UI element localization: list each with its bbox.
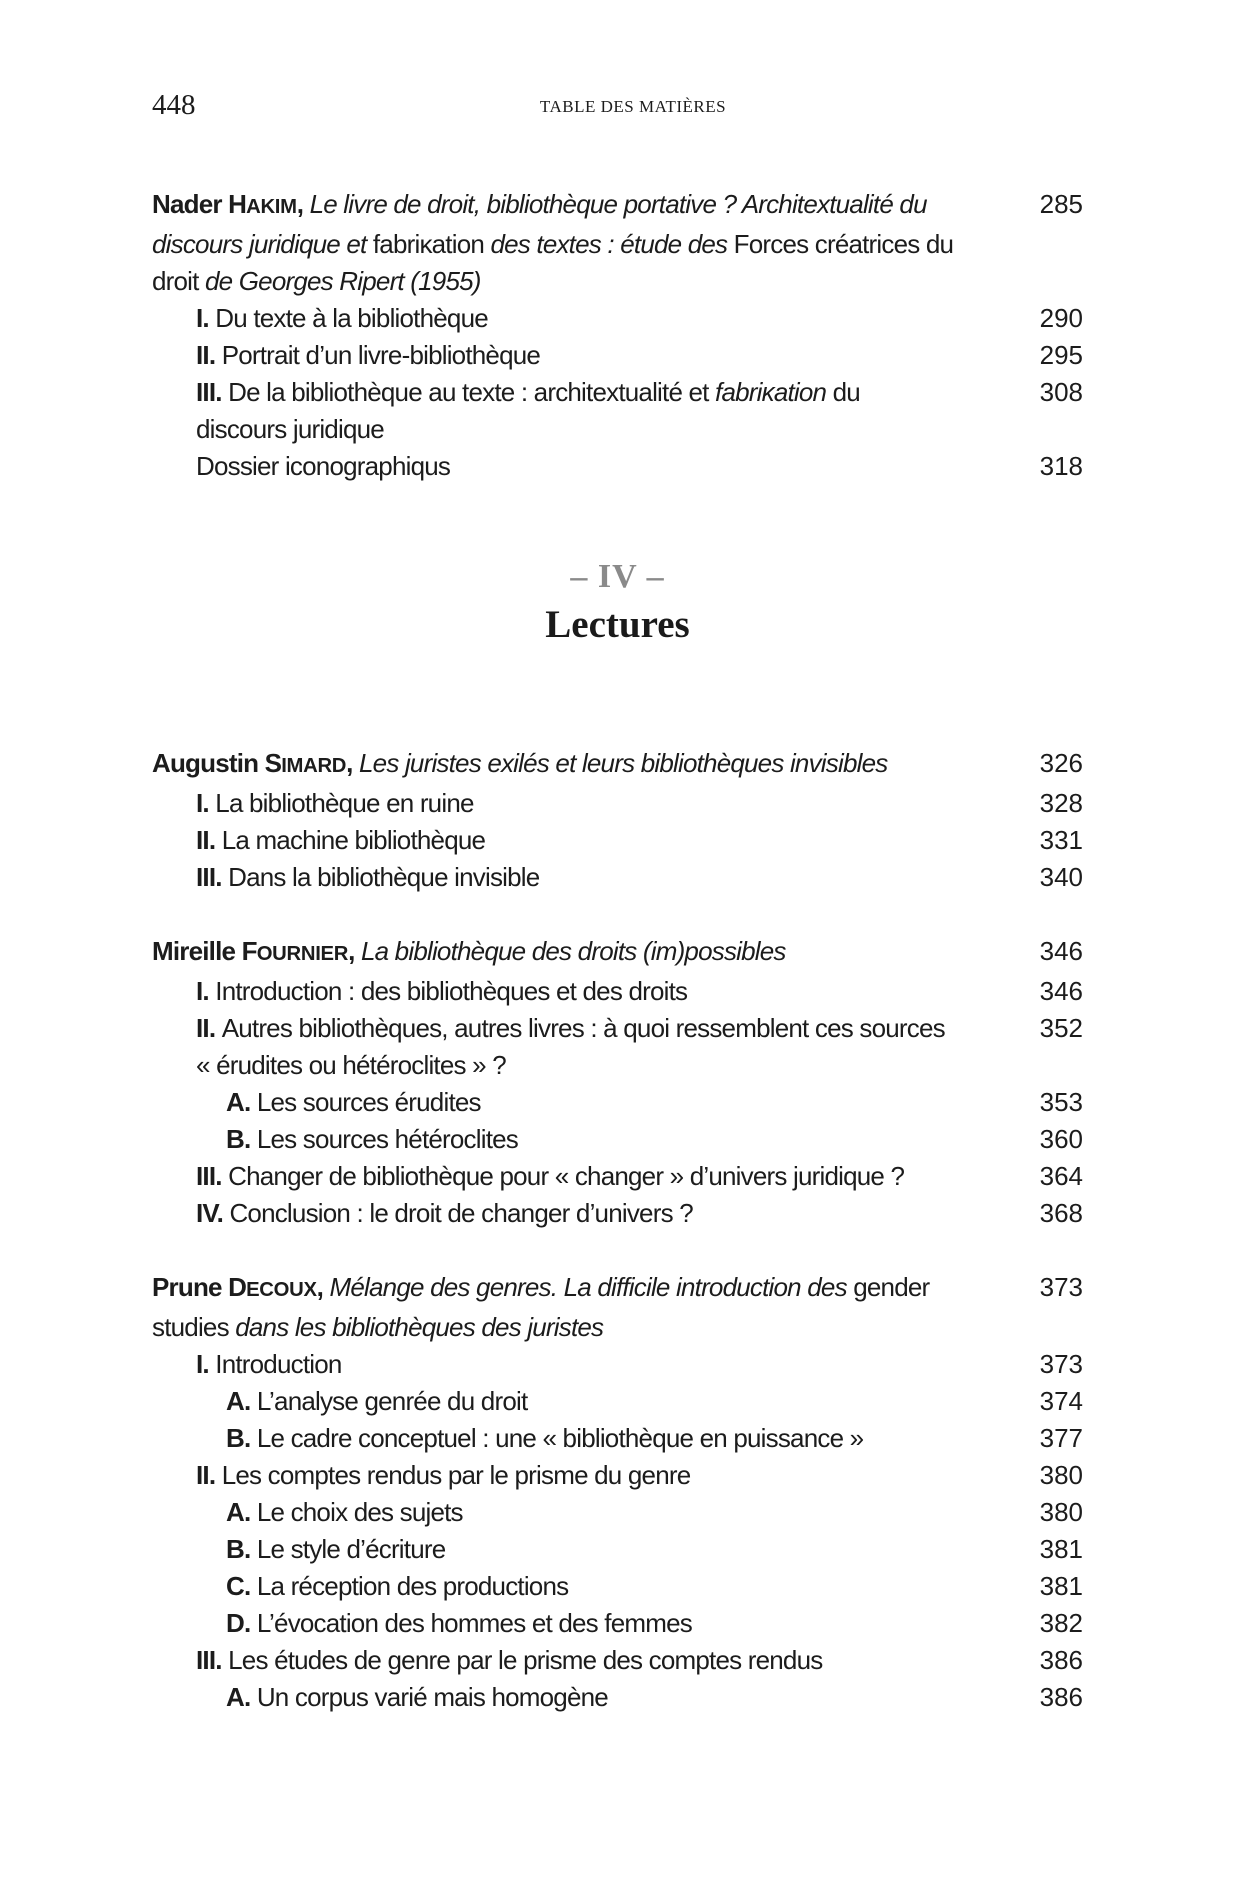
text-run: I.: [196, 1349, 216, 1379]
toc-entry: [152, 1642, 1083, 1679]
text-run: II.: [196, 340, 222, 370]
text-run: Le style d’écriture: [256, 1534, 446, 1564]
text-run: AKIM: [246, 196, 297, 218]
text-run: Prune: [152, 1272, 229, 1302]
text-run: D.: [226, 1608, 257, 1638]
text-run: Introduction : des bibliothèques et des droits: [215, 976, 688, 1006]
toc-entry: [152, 1457, 1083, 1494]
text-run: ,: [348, 936, 361, 966]
toc-block: [152, 186, 1083, 485]
text-run: Un corpus varié mais homogène: [256, 1682, 608, 1712]
toc-entry: [152, 448, 1083, 485]
toc-entry: [152, 337, 1083, 374]
toc-block: [152, 933, 1083, 1232]
toc-entry-text: [152, 337, 1019, 374]
text-run: I.: [196, 788, 216, 818]
toc-entry-text: [152, 300, 1019, 337]
text-run: B.: [226, 1124, 257, 1154]
text-run: de Georges Ripert (1955): [205, 266, 481, 296]
text-run: ,: [296, 189, 310, 219]
toc-entry-text: [152, 1679, 1019, 1716]
toc-entry: [152, 1383, 1083, 1420]
text-run: III.: [196, 1161, 229, 1191]
text-run: II.: [196, 1013, 222, 1043]
text-run: Augustin: [152, 748, 265, 778]
text-run: Dans la bibliothèque invisible: [228, 862, 540, 892]
text-run: discours juridique: [196, 414, 384, 444]
text-run: S: [264, 748, 282, 778]
toc-page-number: 295: [1039, 340, 1083, 370]
toc-entry: [152, 785, 1083, 822]
text-run: I.: [196, 303, 216, 333]
toc-entry-text: [152, 1346, 1019, 1383]
toc-entry-text: [152, 1158, 1019, 1195]
toc-entry: [152, 822, 1083, 859]
text-run: Du texte à la bibliothèque: [215, 303, 488, 333]
toc-page-number: 331: [1039, 825, 1083, 855]
toc-page-number: 386: [1039, 1645, 1083, 1675]
toc-entry-text: [152, 933, 1019, 973]
toc-page-number: 352: [1039, 1013, 1083, 1043]
text-run: La bibliothèque des droits (im)possibles: [360, 936, 786, 966]
toc-entry-text: [152, 448, 1019, 485]
toc-entry-text: [152, 1010, 1019, 1084]
toc-content: [152, 186, 1083, 1716]
text-run: Les juristes exilés et leurs bibliothèques invisibles: [359, 748, 888, 778]
toc-page-number: 381: [1039, 1571, 1083, 1601]
toc-page-number: 285: [1039, 189, 1083, 219]
toc-entry-text: [152, 1269, 1019, 1346]
text-run: II.: [196, 1460, 222, 1490]
text-run: Le livre de droit, bibliothèque portative ? Architextualité du: [309, 189, 927, 219]
text-run: A.: [226, 1682, 257, 1712]
toc-page-number: 364: [1039, 1161, 1083, 1191]
text-run: III.: [196, 377, 229, 407]
toc-page-number: 326: [1039, 748, 1083, 778]
text-run: ,: [346, 748, 359, 778]
text-run: Conclusion : le droit de changer d’univers ?: [229, 1198, 693, 1228]
text-run: gender: [853, 1272, 930, 1302]
toc-entry: [152, 1269, 1083, 1346]
text-run: A.: [226, 1087, 257, 1117]
text-run: Nader: [152, 189, 229, 219]
toc-page-number: 290: [1039, 303, 1083, 333]
text-run: Forces créatrices du: [733, 229, 954, 259]
toc-page-number: 360: [1039, 1124, 1083, 1154]
text-run: De la bibliothèque au texte : architextualité et: [228, 377, 716, 407]
toc-entry: [152, 374, 1083, 448]
toc-entry-text: [152, 859, 1019, 896]
text-run: Portrait d’un livre-bibliothèque: [221, 340, 541, 370]
toc-entry-text: [152, 1084, 1019, 1121]
text-run: Les sources hétéroclites: [256, 1124, 518, 1154]
toc-page-number: 373: [1039, 1349, 1083, 1379]
text-run: Le cadre conceptuel : une « bibliothèque en puissance »: [256, 1423, 864, 1453]
toc-entry-text: [152, 745, 1019, 785]
toc-entry: [152, 1568, 1083, 1605]
toc-entry-text: [152, 785, 1019, 822]
text-run: Changer de bibliothèque pour « changer » d’univers juridique ?: [228, 1161, 905, 1191]
text-run: II.: [196, 825, 222, 855]
toc-entry: [152, 300, 1083, 337]
toc-entry-text: [152, 1420, 1019, 1457]
toc-page-number: 382: [1039, 1608, 1083, 1638]
text-run: I.: [196, 976, 216, 1006]
toc-entry: [152, 1679, 1083, 1716]
text-run: ECOUX: [246, 1279, 317, 1301]
text-run: discours juridique et: [152, 229, 373, 259]
text-run: IV.: [196, 1198, 230, 1228]
toc-page-number: 377: [1039, 1423, 1083, 1453]
text-run: Les comptes rendus par le prisme du genre: [221, 1460, 691, 1490]
toc-entry-text: [152, 374, 1019, 448]
toc-entry: [152, 859, 1083, 896]
text-run: Les sources érudites: [256, 1087, 481, 1117]
text-run: Mélange des genres. La difficile introduction des: [329, 1272, 854, 1302]
toc-page-number: 340: [1039, 862, 1083, 892]
toc-entry-text: [152, 1494, 1019, 1531]
toc-entry-text: [152, 1605, 1019, 1642]
toc-entry: [152, 745, 1083, 785]
section-title: Lectures: [545, 603, 690, 646]
toc-entry: [152, 933, 1083, 973]
text-run: A.: [226, 1386, 257, 1416]
text-run: B.: [226, 1423, 257, 1453]
text-run: Introduction: [215, 1349, 342, 1379]
toc-entry: [152, 186, 1083, 300]
toc-entry: [152, 1010, 1083, 1084]
text-run: droit: [152, 266, 206, 296]
toc-entry: [152, 1605, 1083, 1642]
text-run: IMARD: [281, 755, 347, 777]
toc-entry: [152, 1195, 1083, 1232]
toc-entry-text: [152, 822, 1019, 859]
toc-page-number: 318: [1039, 451, 1083, 481]
text-run: III.: [196, 1645, 229, 1675]
text-run: Les études de genre par le prisme des comptes rendus: [228, 1645, 823, 1675]
text-run: H: [228, 189, 247, 219]
toc-entry: [152, 1158, 1083, 1195]
toc-page-number: 374: [1039, 1386, 1083, 1416]
page-header: [152, 88, 1083, 124]
text-run: fabriκation: [715, 377, 827, 407]
toc-page-number: 380: [1039, 1497, 1083, 1527]
toc-entry: [152, 1121, 1083, 1158]
toc-entry: [152, 1494, 1083, 1531]
text-run: La bibliothèque en ruine: [215, 788, 474, 818]
text-run: « érudites ou hétéroclites » ?: [196, 1050, 506, 1080]
text-run: fabriκation: [372, 229, 491, 259]
toc-entry-text: [152, 186, 1019, 300]
text-run: ,: [316, 1272, 330, 1302]
toc-entry: [152, 1420, 1083, 1457]
toc-page-number: 346: [1039, 936, 1083, 966]
page-folio: 448: [152, 89, 196, 121]
text-run: Dossier iconographiqus: [196, 451, 451, 481]
text-run: Autres bibliothèques, autres livres : à quoi ressemblent ces sources: [221, 1013, 945, 1043]
text-run: des textes : étude des: [490, 229, 734, 259]
toc-entry-text: [152, 1121, 1019, 1158]
toc-page-number: 353: [1039, 1087, 1083, 1117]
toc-entry-text: [152, 1642, 1019, 1679]
toc-page-number: 381: [1039, 1534, 1083, 1564]
text-run: L’analyse genrée du droit: [256, 1386, 528, 1416]
toc-entry: [152, 1531, 1083, 1568]
text-run: OURNIER: [256, 943, 349, 965]
toc-page-number: 308: [1039, 377, 1083, 407]
toc-entry-text: [152, 1568, 1019, 1605]
text-run: du: [826, 377, 860, 407]
toc-entry: [152, 1084, 1083, 1121]
text-run: F: [241, 936, 257, 966]
toc-page-number: 368: [1039, 1198, 1083, 1228]
toc-entry-text: [152, 1195, 1019, 1232]
toc-entry: [152, 1346, 1083, 1383]
text-run: L’évocation des hommes et des femmes: [256, 1608, 692, 1638]
toc-block: [152, 745, 1083, 896]
toc-block: [152, 1269, 1083, 1716]
text-run: A.: [226, 1497, 257, 1527]
toc-entry: [152, 973, 1083, 1010]
text-run: D: [228, 1272, 247, 1302]
toc-page-number: 373: [1039, 1272, 1083, 1302]
text-run: La machine bibliothèque: [221, 825, 486, 855]
toc-page-number: 380: [1039, 1460, 1083, 1490]
toc-page-number: 328: [1039, 788, 1083, 818]
toc-page-number: 386: [1039, 1682, 1083, 1712]
section-header: [152, 557, 1083, 647]
text-run: La réception des productions: [256, 1571, 569, 1601]
text-run: Mireille: [152, 936, 242, 966]
text-run: dans les bibliothèques des juristes: [235, 1312, 604, 1342]
section-number: – IV –: [570, 558, 665, 595]
toc-page-number: 346: [1039, 976, 1083, 1006]
toc-entry-text: [152, 973, 1019, 1010]
text-run: III.: [196, 862, 229, 892]
toc-entry-text: [152, 1457, 1019, 1494]
toc-entry-text: [152, 1531, 1019, 1568]
text-run: Le choix des sujets: [256, 1497, 463, 1527]
text-run: C.: [226, 1571, 257, 1601]
text-run: studies: [152, 1312, 236, 1342]
text-run: B.: [226, 1534, 257, 1564]
toc-entry-text: [152, 1383, 1019, 1420]
running-head: TABLE DES MATIÈRES: [539, 97, 727, 116]
